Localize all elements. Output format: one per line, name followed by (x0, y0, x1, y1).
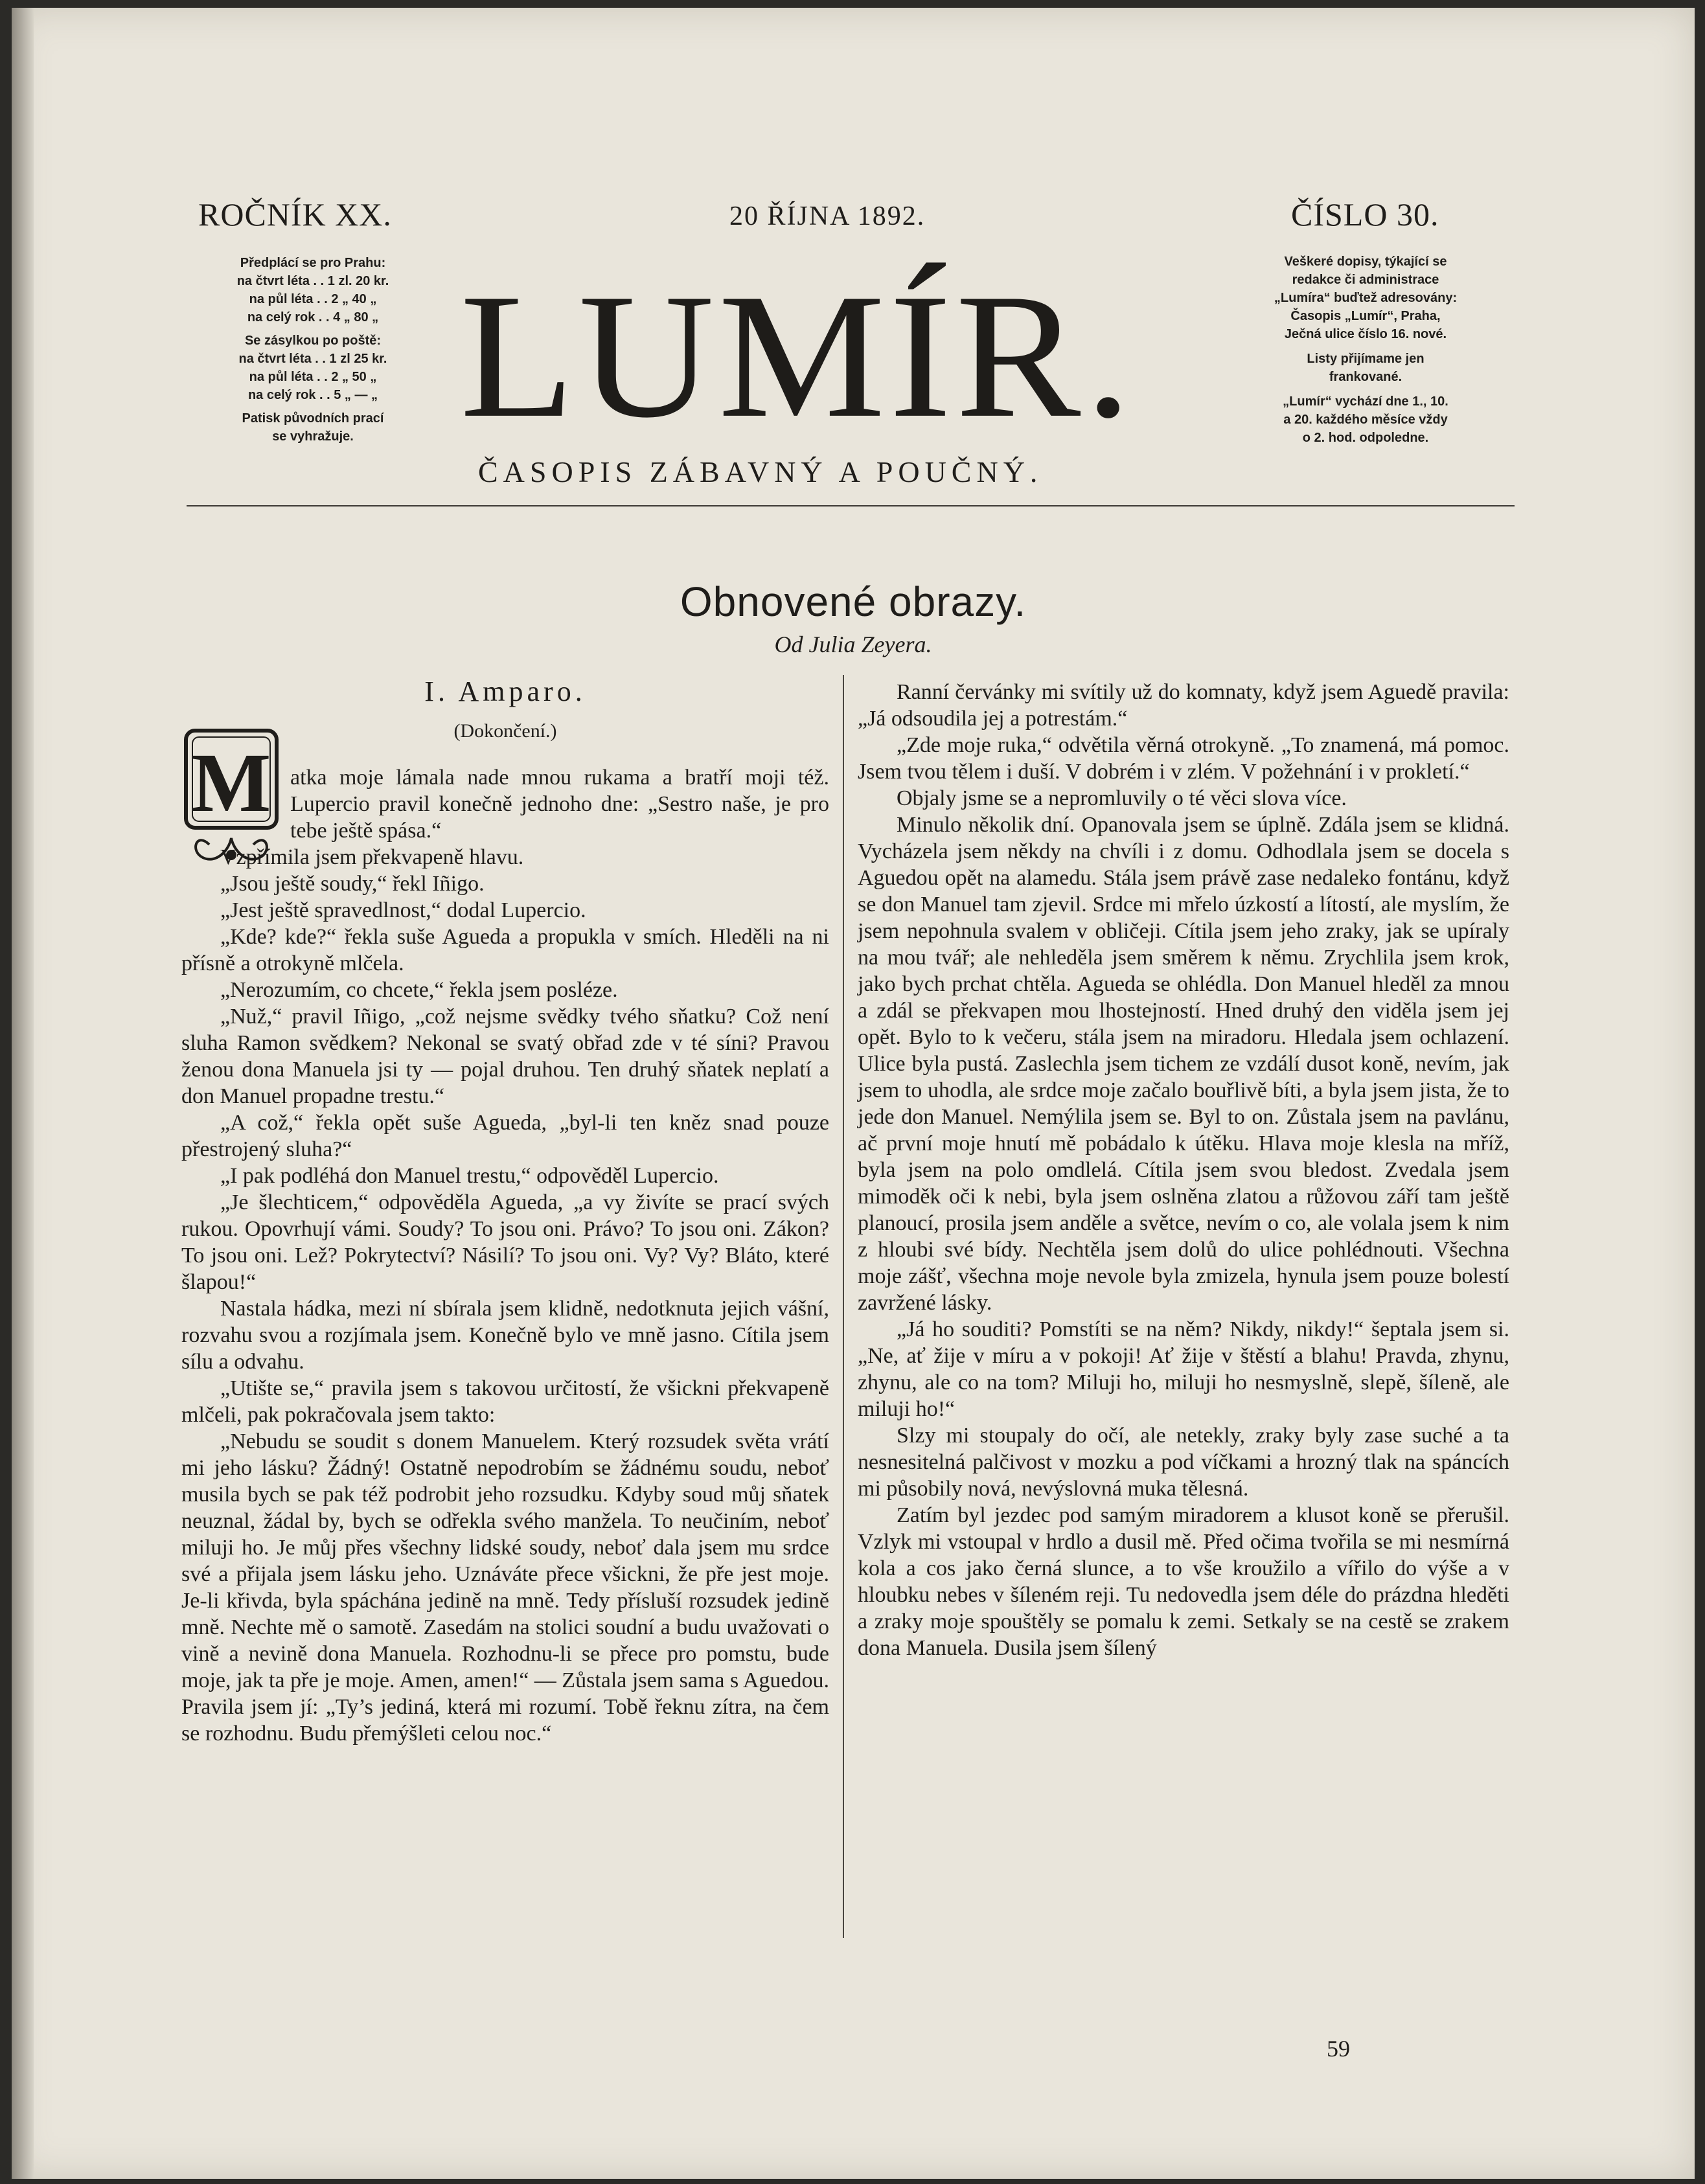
subscription-line: Předplácí se pro Prahu: (240, 256, 386, 270)
subscription-info (187, 254, 439, 446)
paragraph: „Utište se,“ pravila jsem s takovou určitostí, že všickni překvapeně mlčeli, pak pokračovala jsem takto: (181, 1376, 829, 1427)
subscription-line: na čtvrt léta . . 1 zl. 20 kr. (236, 274, 389, 288)
paragraph: Slzy mi stoupaly do očí, ale netekly, zraky byly zase suché a ta nesnesitelná palčivost v mozku a pod víčkami a hrozný tlak na spáncích mi působily nová, nevýslovná muka tělesná. (858, 1424, 1509, 1501)
paragraph: „Nerozumím, co chcete,“ řekla jsem posléze. (220, 978, 618, 1002)
notice-line: frankované. (1329, 370, 1402, 384)
paragraph: „A což,“ řekla opět suše Agueda, „byl-li ten kněz snad pouze přestrojený sluha?“ (181, 1111, 829, 1161)
subscription-line: na celý rok . . 5 „ — „ (247, 388, 378, 402)
paragraph: „Je šlechticem,“ odpověděla Agueda, „a vy živíte se prací svých rukou. Opovrhují vámi. Soudy? To jsou oni. Právo? To jsou oni. Zákon? To jsou oni. Lež? Pokrytectví? Násilí? To jsou oni. Vy? Vy? Bláto, které šlapou!“ (181, 1190, 829, 1294)
paragraph: „Jest ještě spravedlnost,“ dodal Lupercio. (220, 898, 586, 922)
left-column (181, 764, 829, 1747)
issue-number: ČÍSLO 30. (1291, 196, 1439, 233)
paragraph: Objaly jsme se a nepromluvily o té věci slova více. (897, 786, 1347, 810)
paragraph: Zatím byl jezdec pod samým miradorem a klusot koně se přerušil. Vzlyk mi vstoupal v hrdlo a dusil mě. Před očima tvořila se mi nesmírná kola a cos jako černá slunce, a to vše kroužilo a vířilo do výše a v hloubku nebes v šíleném reji. Tu nedovedla jsem déle do prázdna hleděti a zraky moje spouštěly se pomalu k zemi. Setkaly se na cestě se zrakem dona Manuela. Dusila jsem šílený (858, 1503, 1509, 1660)
newspaper-page (12, 8, 1695, 2179)
notice-line: Veškeré dopisy, týkající se (1284, 255, 1447, 269)
editorial-notice (1230, 253, 1502, 447)
notice-line: „Lumíra“ buďtež adresovány: (1274, 291, 1458, 305)
notice-line: Listy přijímame jen (1307, 352, 1425, 366)
subscription-line: na celý rok . . 4 „ 80 „ (247, 310, 379, 324)
header-rule (187, 505, 1515, 506)
notice-line: Časopis „Lumír“, Praha, (1290, 309, 1441, 323)
article-title: Obnovené obrazy. (680, 578, 1027, 625)
subscription-line: se vyhražuje. (272, 429, 354, 444)
notice-line: redakce či administrace (1292, 273, 1439, 287)
subscription-line: na čtvrt léta . . 1 zl 25 kr. (238, 352, 387, 366)
subscription-line: Se zásylkou po poště: (244, 334, 382, 348)
notice-line: a 20. každého měsíce vždy (1283, 413, 1448, 427)
volume-label: ROČNÍK XX. (198, 196, 392, 233)
subscription-line: na půl léta . . 2 „ 40 „ (249, 292, 377, 306)
masthead-subtitle: ČASOPIS ZÁBAVNÝ A POUČNÝ. (478, 455, 1043, 488)
paragraph: „Jsou ještě soudy,“ řekl Iñigo. (220, 872, 485, 896)
notice-line: o 2. hod. odpoledne. (1302, 431, 1429, 445)
paragraph: „Nebudu se soudit s donem Manuelem. Který rozsudek světa vrátí mi jeho lásku? Žádný! Ostatně nepodrobím se žádnému soudu, neboť musila bych se pak též podrobit jeho rozsudku. Kdyby soud můj sňatek neuznal, žádal by, bych se odřekla svého manžela. To neučiním, neboť miluji ho. Je můj přes všechny lidské soudy, neboť dala jsem mu srdce své a přijala jsem lásku jeho. Uznáváte přece všickni, že pře jest moje. Je-li křivda, byla spáchána jedině na mně. Tedy přísluší rozsudek jedině mně. Nechte mě o samotě. Zasedám na stolici soudní a budu uvažovati o vině a nevině dona Manuela. Rozhodnu-li se přece pro pomstu, bude moje, jak ta pře je moje. Amen, amen!“ — Zůstala jsem sama s Aguedou. Pravila jsem jí: „Ty’s jediná, která mi rozumí. Tobě řeknu zítra, na čem se rozhodnu. Budu přemýšleti celou noc.“ (181, 1429, 829, 1746)
paragraph: Ranní červánky mi svítily už do komnaty, když jsem Aguedě pravila: „Já odsoudila jej a potrestám.“ (858, 680, 1509, 731)
page-number: 59 (1327, 2036, 1350, 2062)
column-divider (843, 675, 844, 1938)
paragraph: „Nuž,“ pravil Iñigo, „což nejsme svědky tvého sňatku? Což není sluha Ramon svědkem? Nekonal se svatý obřad zde v té síni? Pravou ženou dona Manuela jsi ty — pojal druhou. Ten druhý sňatek neplatí a don Manuel propadne trestu.“ (181, 1005, 829, 1108)
subscription-line: na půl léta . . 2 „ 50 „ (249, 370, 377, 384)
binding-spine (12, 8, 34, 2179)
notice-line: „Lumír“ vychází dne 1., 10. (1283, 394, 1448, 409)
paragraph: Vzpřímila jsem překvapeně hlavu. (220, 845, 524, 869)
section-heading: I. Amparo. (424, 676, 586, 707)
subscription-line: Patisk původních prací (242, 411, 384, 426)
notice-line: Ječná ulice číslo 16. nové. (1284, 327, 1447, 341)
paragraph: atka moje lámala nade mnou rukama a bratří moji též. Lupercio pravil konečně jednoho dne: „Sestro naše, je pro tebe ještě spása.“ (290, 766, 829, 843)
paragraph: „Zde moje ruka,“ odvětila věrná otrokyně. „To znamená, má pomoc. Jsem tvou tělem i duší. V dobrém i v zlém. V požehnání i v prokletí.“ (858, 733, 1509, 784)
paragraph: „Já ho souditi? Pomstíti se na něm? Nikdy, nikdy!“ šeptala jsem si. „Ne, ať žije v míru a v pokoji! Ať žije v štěstí a blahu! Pravda, zhynu, zhynu, ale co na tom? Miluji ho, miluji ho nesmyslně, slepě, šíleně, ale miluji ho!“ (858, 1317, 1509, 1421)
dropcap-letter: M (191, 736, 271, 830)
paragraph: „I pak podléhá don Manuel trestu,“ odpověděl Lupercio. (220, 1164, 719, 1188)
paragraph: „Kde? kde?“ řekla suše Agueda a propukla v smích. Hleděli na ni přísně a otrokyně mlčela. (181, 925, 829, 975)
section-note: (Dokončení.) (453, 720, 557, 742)
right-column (858, 679, 1509, 1661)
paragraph: Nastala hádka, mezi ní sbírala jsem klidně, nedotknuta jejich vášní, rozvahu svou a rozjímala jsem. Konečně bylo ve mně jasno. Cítila jsem sílu a odvahu. (181, 1297, 829, 1374)
issue-date: 20 ŘÍJNA 1892. (729, 201, 926, 231)
article-byline: Od Julia Zeyera. (774, 631, 932, 657)
masthead-title: LUMÍR. (460, 256, 1136, 455)
paragraph: Minulo několik dní. Opanovala jsem se úplně. Zdála jsem se klidná. Vycházela jsem někdy na chvíli i z domu. Odhodlala jsem se docela s Aguedou opět na alamedu. Stála jsem právě zase nedaleko fontánu, když se don Manuel tam zjevil. Srdce mi mřelo úzkostí a lítostí, ale myslím, že jsem nepohnula svalem v obličeji. Cítila jsem jeho zraky, jak se upíraly na mou tvář; ale nehleděla jsem směrem k němu. Zrychlila jsem krok, jako bych prchat chtěla. Agueda se ohlédla. Don Manuel hleděl za mnou a zdál se překvapen mou lhostejností. Hned druhý den viděla jsem jej opět. Bylo to k večeru, stála jsem na miradoru. Hledala jsem ochlazení. Ulice byla pustá. Zaslechla jsem tichem ze vzdálí dusot koně, nevím, jak jsem to uhodla, ale srdce moje začalo bouřlivě bíti, a byla jsem jista, že to jede don Manuel. Nemýlila jsem se. Byl to on. Zůstala jsem na pavlánu, ač první moje hnutí mě pobádalo k útěku. Hlava moje klesla na mříž, byla jsem na polo omdlelá. Cítila jsem svou bledost. Zvedala jsem mimoděk oči k nebi, byla jsem oslněna zlatou a růžovou září tam ještě planoucí, prosila jsem anděle a světce, nevím o co, ale volala jsem k nim z hloubi své bídy. Nechtěla jsem dolů do ulice pohlédnouti. Všechna moje zášť, všechna moje nevole byla zmizela, hynula jsem pouze bolestí zavržené lásky. (858, 813, 1509, 1315)
